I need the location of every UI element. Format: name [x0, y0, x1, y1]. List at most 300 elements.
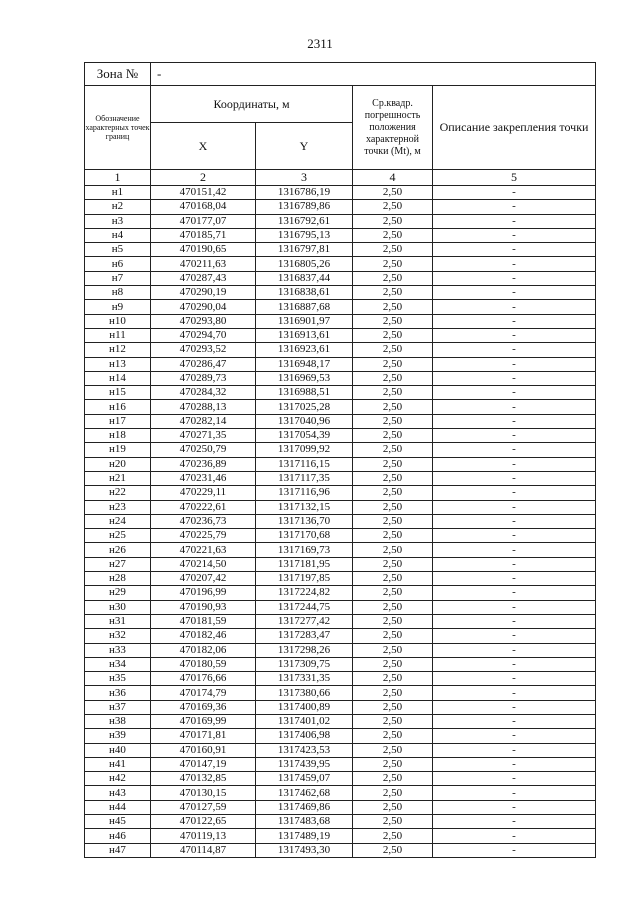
error-cell: 2,50	[353, 200, 433, 214]
error-cell: 2,50	[353, 429, 433, 443]
x-cell: 470221,63	[151, 543, 256, 557]
description-cell: -	[433, 829, 596, 843]
point-cell: н8	[85, 286, 151, 300]
header-x: X	[151, 123, 256, 170]
x-cell: 470114,87	[151, 843, 256, 857]
description-cell: -	[433, 457, 596, 471]
error-cell: 2,50	[353, 815, 433, 829]
y-cell: 1317169,73	[256, 543, 353, 557]
description-cell: -	[433, 486, 596, 500]
table-row	[85, 328, 596, 342]
y-cell: 1316837,44	[256, 271, 353, 285]
error-cell: 2,50	[353, 500, 433, 514]
table-row	[85, 314, 596, 328]
description-cell: -	[433, 471, 596, 485]
point-cell: н16	[85, 400, 151, 414]
table-row	[85, 500, 596, 514]
y-cell: 1317054,39	[256, 429, 353, 443]
table-row	[85, 186, 596, 200]
zone-label: Зона №	[85, 63, 151, 86]
description-cell: -	[433, 343, 596, 357]
error-cell: 2,50	[353, 314, 433, 328]
error-cell: 2,50	[353, 614, 433, 628]
y-cell: 1316838,61	[256, 286, 353, 300]
table-row	[85, 729, 596, 743]
error-cell: 2,50	[353, 328, 433, 342]
error-cell: 2,50	[353, 772, 433, 786]
error-cell: 2,50	[353, 657, 433, 671]
error-cell: 2,50	[353, 800, 433, 814]
point-cell: н1	[85, 186, 151, 200]
table-row	[85, 429, 596, 443]
description-cell: -	[433, 271, 596, 285]
error-cell: 2,50	[353, 443, 433, 457]
point-cell: н7	[85, 271, 151, 285]
x-cell: 470282,14	[151, 414, 256, 428]
table-row	[85, 572, 596, 586]
column-number: 1	[85, 170, 151, 186]
description-cell: -	[433, 314, 596, 328]
table-row	[85, 228, 596, 242]
x-cell: 470290,19	[151, 286, 256, 300]
table-row	[85, 214, 596, 228]
x-cell: 470287,43	[151, 271, 256, 285]
y-cell: 1317117,35	[256, 471, 353, 485]
point-cell: н6	[85, 257, 151, 271]
table-row	[85, 757, 596, 771]
point-cell: н4	[85, 228, 151, 242]
description-cell: -	[433, 686, 596, 700]
y-cell: 1316792,61	[256, 214, 353, 228]
x-cell: 470207,42	[151, 572, 256, 586]
x-cell: 470171,81	[151, 729, 256, 743]
description-cell: -	[433, 214, 596, 228]
table-row	[85, 386, 596, 400]
table-row	[85, 286, 596, 300]
y-cell: 1317380,66	[256, 686, 353, 700]
table-row	[85, 486, 596, 500]
point-cell: н39	[85, 729, 151, 743]
point-cell: н13	[85, 357, 151, 371]
description-cell: -	[433, 228, 596, 242]
y-cell: 1317406,98	[256, 729, 353, 743]
table-row	[85, 357, 596, 371]
point-cell: н36	[85, 686, 151, 700]
table-row	[85, 829, 596, 843]
y-cell: 1317459,07	[256, 772, 353, 786]
y-cell: 1317244,75	[256, 600, 353, 614]
y-cell: 1317170,68	[256, 529, 353, 543]
description-cell: -	[433, 643, 596, 657]
x-cell: 470293,80	[151, 314, 256, 328]
error-cell: 2,50	[353, 586, 433, 600]
table-row	[85, 400, 596, 414]
point-cell: н15	[85, 386, 151, 400]
x-cell: 470190,65	[151, 243, 256, 257]
point-cell: н17	[85, 414, 151, 428]
table-row	[85, 243, 596, 257]
point-cell: н45	[85, 815, 151, 829]
error-cell: 2,50	[353, 557, 433, 571]
description-cell: -	[433, 243, 596, 257]
y-cell: 1317136,70	[256, 514, 353, 528]
zone-row	[85, 63, 596, 86]
y-cell: 1316805,26	[256, 257, 353, 271]
x-cell: 470214,50	[151, 557, 256, 571]
x-cell: 470229,11	[151, 486, 256, 500]
x-cell: 470236,73	[151, 514, 256, 528]
point-cell: н20	[85, 457, 151, 471]
x-cell: 470182,46	[151, 629, 256, 643]
description-cell: -	[433, 557, 596, 571]
point-cell: н22	[85, 486, 151, 500]
column-numbers-row	[85, 170, 596, 186]
point-cell: н19	[85, 443, 151, 457]
description-cell: -	[433, 743, 596, 757]
y-cell: 1316795,13	[256, 228, 353, 242]
point-cell: н40	[85, 743, 151, 757]
y-cell: 1317277,42	[256, 614, 353, 628]
description-cell: -	[433, 843, 596, 857]
error-cell: 2,50	[353, 643, 433, 657]
x-cell: 470271,35	[151, 429, 256, 443]
x-cell: 470176,66	[151, 672, 256, 686]
description-cell: -	[433, 800, 596, 814]
point-cell: н47	[85, 843, 151, 857]
y-cell: 1317400,89	[256, 700, 353, 714]
x-cell: 470211,63	[151, 257, 256, 271]
table-row	[85, 714, 596, 728]
table-row	[85, 271, 596, 285]
x-cell: 470288,13	[151, 400, 256, 414]
error-cell: 2,50	[353, 529, 433, 543]
y-cell: 1317132,15	[256, 500, 353, 514]
table-row	[85, 543, 596, 557]
table-row	[85, 557, 596, 571]
page-number: 2311	[307, 36, 333, 51]
y-cell: 1316969,53	[256, 371, 353, 385]
table-row	[85, 772, 596, 786]
x-cell: 470250,79	[151, 443, 256, 457]
y-cell: 1316988,51	[256, 386, 353, 400]
description-cell: -	[433, 443, 596, 457]
x-cell: 470190,93	[151, 600, 256, 614]
column-number: 3	[256, 170, 353, 186]
column-number: 5	[433, 170, 596, 186]
y-cell: 1317283,47	[256, 629, 353, 643]
y-cell: 1316887,68	[256, 300, 353, 314]
description-cell: -	[433, 186, 596, 200]
table-row	[85, 672, 596, 686]
table-row	[85, 800, 596, 814]
error-cell: 2,50	[353, 714, 433, 728]
description-cell: -	[433, 757, 596, 771]
y-cell: 1317181,95	[256, 557, 353, 571]
x-cell: 470147,19	[151, 757, 256, 771]
x-cell: 470174,79	[151, 686, 256, 700]
error-cell: 2,50	[353, 829, 433, 843]
x-cell: 470231,46	[151, 471, 256, 485]
table-row	[85, 600, 596, 614]
x-cell: 470151,42	[151, 186, 256, 200]
error-cell: 2,50	[353, 572, 433, 586]
y-cell: 1317025,28	[256, 400, 353, 414]
point-cell: н46	[85, 829, 151, 843]
table-row	[85, 300, 596, 314]
error-cell: 2,50	[353, 514, 433, 528]
table-row	[85, 443, 596, 457]
header-y: Y	[256, 123, 353, 170]
description-cell: -	[433, 672, 596, 686]
x-cell: 470286,47	[151, 357, 256, 371]
point-cell: н23	[85, 500, 151, 514]
point-cell: н5	[85, 243, 151, 257]
x-cell: 470181,59	[151, 614, 256, 628]
y-cell: 1316913,61	[256, 328, 353, 342]
error-cell: 2,50	[353, 486, 433, 500]
description-cell: -	[433, 572, 596, 586]
description-cell: -	[433, 414, 596, 428]
point-cell: н35	[85, 672, 151, 686]
table-row	[85, 371, 596, 385]
description-cell: -	[433, 200, 596, 214]
description-cell: -	[433, 514, 596, 528]
point-cell: н43	[85, 786, 151, 800]
header-error: Ср.квадр. погрешность положения характерной точки (Mt), м	[353, 86, 433, 170]
header-coordinates: Координаты, м	[151, 86, 353, 123]
x-cell: 470127,59	[151, 800, 256, 814]
table-row	[85, 786, 596, 800]
y-cell: 1316789,86	[256, 200, 353, 214]
y-cell: 1316786,19	[256, 186, 353, 200]
point-cell: н3	[85, 214, 151, 228]
error-cell: 2,50	[353, 343, 433, 357]
point-cell: н30	[85, 600, 151, 614]
description-cell: -	[433, 729, 596, 743]
error-cell: 2,50	[353, 286, 433, 300]
x-cell: 470182,06	[151, 643, 256, 657]
y-cell: 1316901,97	[256, 314, 353, 328]
point-cell: н42	[85, 772, 151, 786]
y-cell: 1317298,26	[256, 643, 353, 657]
x-cell: 470169,99	[151, 714, 256, 728]
header-description: Описание закрепления точки	[433, 86, 596, 170]
x-cell: 470294,70	[151, 328, 256, 342]
description-cell: -	[433, 786, 596, 800]
point-cell: н29	[85, 586, 151, 600]
point-cell: н37	[85, 700, 151, 714]
error-cell: 2,50	[353, 357, 433, 371]
y-cell: 1317331,35	[256, 672, 353, 686]
point-cell: н10	[85, 314, 151, 328]
error-cell: 2,50	[353, 243, 433, 257]
error-cell: 2,50	[353, 471, 433, 485]
table-row	[85, 643, 596, 657]
table-body	[85, 186, 596, 858]
x-cell: 470185,71	[151, 228, 256, 242]
description-cell: -	[433, 657, 596, 671]
error-cell: 2,50	[353, 672, 433, 686]
y-cell: 1317401,02	[256, 714, 353, 728]
y-cell: 1317197,85	[256, 572, 353, 586]
column-number: 4	[353, 170, 433, 186]
table-row	[85, 343, 596, 357]
y-cell: 1317423,53	[256, 743, 353, 757]
y-cell: 1317493,30	[256, 843, 353, 857]
error-cell: 2,50	[353, 186, 433, 200]
point-cell: н14	[85, 371, 151, 385]
error-cell: 2,50	[353, 743, 433, 757]
error-cell: 2,50	[353, 843, 433, 857]
y-cell: 1316923,61	[256, 343, 353, 357]
table-row	[85, 686, 596, 700]
error-cell: 2,50	[353, 271, 433, 285]
y-cell: 1317489,19	[256, 829, 353, 843]
error-cell: 2,50	[353, 543, 433, 557]
table-header	[85, 63, 596, 186]
table-row	[85, 815, 596, 829]
description-cell: -	[433, 529, 596, 543]
error-cell: 2,50	[353, 257, 433, 271]
zone-value: -	[151, 63, 596, 86]
x-cell: 470177,07	[151, 214, 256, 228]
error-cell: 2,50	[353, 629, 433, 643]
description-cell: -	[433, 400, 596, 414]
description-cell: -	[433, 586, 596, 600]
y-cell: 1317224,82	[256, 586, 353, 600]
table-row	[85, 743, 596, 757]
y-cell: 1317099,92	[256, 443, 353, 457]
error-cell: 2,50	[353, 457, 433, 471]
description-cell: -	[433, 714, 596, 728]
table-row	[85, 657, 596, 671]
description-cell: -	[433, 629, 596, 643]
x-cell: 470284,32	[151, 386, 256, 400]
error-cell: 2,50	[353, 757, 433, 771]
y-cell: 1316948,17	[256, 357, 353, 371]
x-cell: 470168,04	[151, 200, 256, 214]
y-cell: 1317040,96	[256, 414, 353, 428]
table-row	[85, 514, 596, 528]
error-cell: 2,50	[353, 686, 433, 700]
error-cell: 2,50	[353, 786, 433, 800]
y-cell: 1317309,75	[256, 657, 353, 671]
error-cell: 2,50	[353, 214, 433, 228]
table-row	[85, 614, 596, 628]
y-cell: 1317116,96	[256, 486, 353, 500]
description-cell: -	[433, 300, 596, 314]
point-cell: н11	[85, 328, 151, 342]
description-cell: -	[433, 614, 596, 628]
table-row	[85, 629, 596, 643]
x-cell: 470160,91	[151, 743, 256, 757]
point-cell: н32	[85, 629, 151, 643]
description-cell: -	[433, 257, 596, 271]
header-row-1	[85, 86, 596, 123]
description-cell: -	[433, 543, 596, 557]
point-cell: н41	[85, 757, 151, 771]
table-row	[85, 457, 596, 471]
error-cell: 2,50	[353, 228, 433, 242]
error-cell: 2,50	[353, 700, 433, 714]
error-cell: 2,50	[353, 600, 433, 614]
point-cell: н28	[85, 572, 151, 586]
description-cell: -	[433, 286, 596, 300]
point-cell: н2	[85, 200, 151, 214]
description-cell: -	[433, 386, 596, 400]
point-cell: н38	[85, 714, 151, 728]
point-cell: н27	[85, 557, 151, 571]
point-cell: н24	[85, 514, 151, 528]
y-cell: 1317469,86	[256, 800, 353, 814]
point-cell: н31	[85, 614, 151, 628]
table-row	[85, 200, 596, 214]
table-row	[85, 700, 596, 714]
x-cell: 470180,59	[151, 657, 256, 671]
x-cell: 470289,73	[151, 371, 256, 385]
header-designation: Обозначение характерных точек границ	[85, 86, 151, 170]
column-number: 2	[151, 170, 256, 186]
description-cell: -	[433, 600, 596, 614]
table-row	[85, 257, 596, 271]
x-cell: 470130,15	[151, 786, 256, 800]
error-cell: 2,50	[353, 371, 433, 385]
x-cell: 470132,85	[151, 772, 256, 786]
point-cell: н25	[85, 529, 151, 543]
x-cell: 470290,04	[151, 300, 256, 314]
description-cell: -	[433, 500, 596, 514]
point-cell: н44	[85, 800, 151, 814]
table-row	[85, 843, 596, 857]
error-cell: 2,50	[353, 729, 433, 743]
description-cell: -	[433, 429, 596, 443]
y-cell: 1317439,95	[256, 757, 353, 771]
table-row	[85, 586, 596, 600]
x-cell: 470119,13	[151, 829, 256, 843]
y-cell: 1317462,68	[256, 786, 353, 800]
x-cell: 470222,61	[151, 500, 256, 514]
x-cell: 470225,79	[151, 529, 256, 543]
coordinates-table	[84, 62, 596, 858]
x-cell: 470293,52	[151, 343, 256, 357]
description-cell: -	[433, 328, 596, 342]
description-cell: -	[433, 772, 596, 786]
table-row	[85, 529, 596, 543]
error-cell: 2,50	[353, 386, 433, 400]
point-cell: н18	[85, 429, 151, 443]
x-cell: 470169,36	[151, 700, 256, 714]
error-cell: 2,50	[353, 400, 433, 414]
description-cell: -	[433, 371, 596, 385]
x-cell: 470236,89	[151, 457, 256, 471]
y-cell: 1317483,68	[256, 815, 353, 829]
x-cell: 470122,65	[151, 815, 256, 829]
table-row	[85, 414, 596, 428]
description-cell: -	[433, 700, 596, 714]
point-cell: н33	[85, 643, 151, 657]
y-cell: 1316797,81	[256, 243, 353, 257]
description-cell: -	[433, 815, 596, 829]
x-cell: 470196,99	[151, 586, 256, 600]
description-cell: -	[433, 357, 596, 371]
point-cell: н26	[85, 543, 151, 557]
table-row	[85, 471, 596, 485]
error-cell: 2,50	[353, 300, 433, 314]
point-cell: н34	[85, 657, 151, 671]
point-cell: н9	[85, 300, 151, 314]
point-cell: н21	[85, 471, 151, 485]
point-cell: н12	[85, 343, 151, 357]
